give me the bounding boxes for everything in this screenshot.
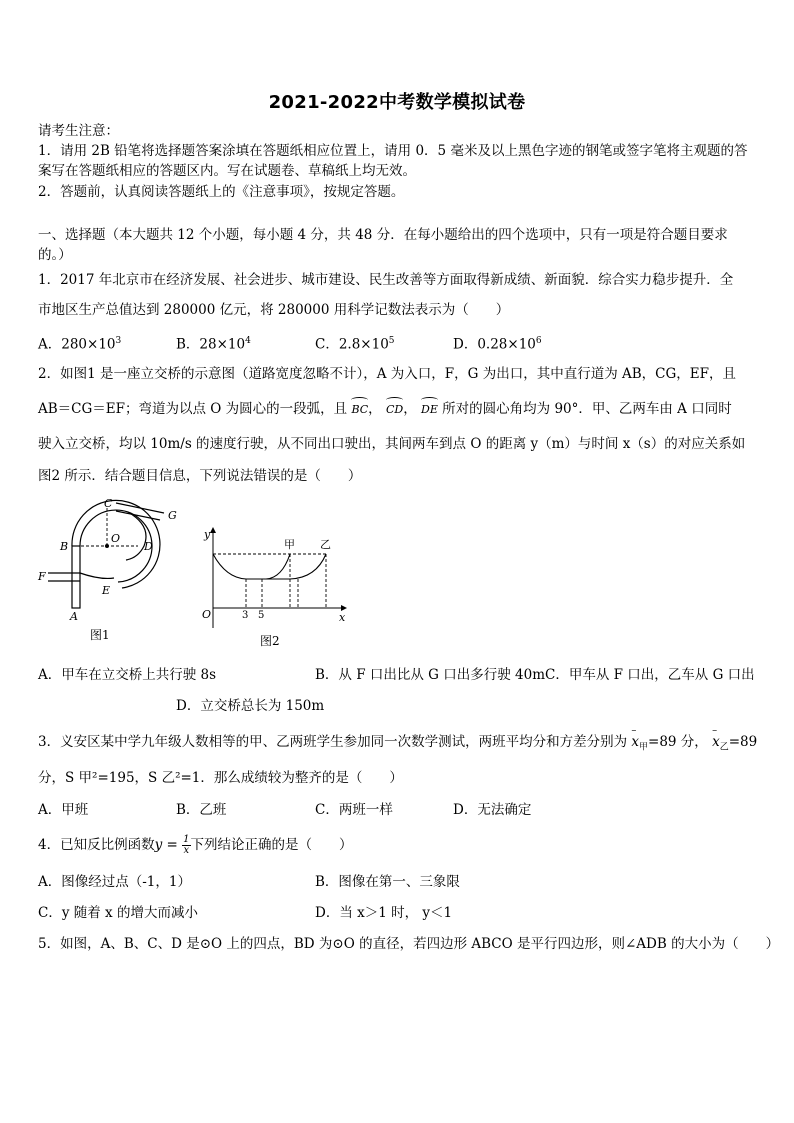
q1-option-b	[176, 331, 251, 355]
xbar-jia: – x	[631, 732, 639, 752]
section1-line1: 一、选择题（本大题共 12 个小题，每小题 4 分，共 48 分．在每小题给出的四个选项中，只有一项是符合题目要求	[38, 227, 728, 243]
q1-option-a-text: A．280×10	[38, 336, 116, 353]
q2-line4: 图2 所示．结合题目信息，下列说法错误的是（ ）	[38, 468, 362, 484]
sub-jia: 甲	[639, 742, 649, 753]
q4-pre: 4．已知反比例函数	[38, 837, 155, 853]
exam-title: 2021-2022中考数学模拟试卷	[268, 92, 526, 113]
q3-line1-pre: 3．义安区某中学九年级人数相等的甲、乙两班学生参加同一次数学测试，两班平均分和方差分别为	[38, 734, 628, 750]
curve-yi	[266, 554, 326, 579]
sub-yi: 乙	[719, 742, 729, 753]
q4-option-d: D．当 x＞1 时， y＜1	[315, 905, 453, 921]
q4-fraction	[182, 835, 190, 856]
fig2-y-label: y	[204, 528, 211, 541]
q1-option-d	[453, 331, 542, 355]
q1-option-b-exp: 4	[245, 336, 251, 346]
arc-cd: CD	[386, 400, 403, 420]
q3-val1: =89 分，	[648, 734, 708, 750]
q2-line2-post: 所对的圆心角均为 90°．甲、乙两车由 A 口同时	[442, 401, 732, 417]
q4-option-c: C．y 随着 x 的增大而减小	[38, 905, 198, 921]
q1-option-c	[315, 331, 395, 355]
q4-option-b: B．图像在第一、三象限	[315, 874, 460, 890]
q2-line2: AB＝CG＝EF；弯道为以点 O 为圆心的一段弧，且 BC， CD， DE 所对的圆心角均为 90°．甲、乙两车由 A 口同时	[38, 399, 758, 420]
q4-func-lhs: y =	[154, 837, 178, 853]
q4-frac-num: 1	[183, 834, 190, 845]
label-b: B	[60, 540, 69, 553]
q2-option-d: D．立交桥总长为 150m	[176, 698, 325, 714]
q4-line	[38, 835, 758, 856]
q1-line2: 市地区生产总值达到 280000 亿元，将 280000 用科学记数法表示为（ ）	[38, 302, 510, 318]
ramp-g	[126, 512, 146, 560]
q1-option-c-exp: 5	[388, 336, 395, 346]
notice-item1-line1: 1．请用 2B 铅笔将选择题答案涂填在答题纸相应位置上，请用 0．5 毫米及以上黑色字迹的钢笔或签字笔将主观题的答	[38, 143, 748, 159]
q4-option-a: A．图像经过点（-1，1）	[38, 874, 191, 890]
q4-frac-den: x	[183, 845, 190, 856]
road-ab	[72, 546, 80, 608]
label-a: A	[70, 610, 78, 623]
q2-option-a: A．甲车在立交桥上共行驶 8s	[38, 667, 217, 683]
notice-item1-line2: 案写在答题纸相应的答题区内。写在试题卷、草稿纸上均无效。	[38, 163, 416, 179]
label-f: F	[38, 570, 46, 583]
q3-line1	[38, 732, 758, 758]
fig2-series-jia: 甲	[284, 538, 295, 551]
inner-arc	[80, 510, 152, 582]
fig2-origin: O	[202, 608, 212, 621]
label-o: O	[111, 532, 121, 545]
q1-option-b-text: B．28×10	[176, 336, 246, 353]
xbar-yi: – x	[712, 732, 720, 752]
q3-line2: 分，S 甲²=195，S 乙²=1．那么成绩较为整齐的是（ ）	[38, 770, 403, 786]
fig2-x-label: x	[339, 611, 346, 624]
q5-line1: 5．如图，A、B、C、D 是⊙O 上的四点，BD 为⊙O 的直径，若四边形 ABCO 是平行四边形，则∠ADB 的大小为（ ）	[38, 936, 780, 952]
q2-option-b: B．从 F 口出比从 G 口出多行驶 40mC．甲车从 F 口出，乙车从 G 口出	[315, 667, 755, 683]
q2-line3: 驶入立交桥，均以 10m/s 的速度行驶，从不同出口驶出，其间两车到点 O 的距离 y（m）与时间 x（s）的对应关系如	[38, 436, 746, 452]
label-e: E	[102, 584, 111, 597]
arc-de: DE	[421, 400, 438, 420]
curve-jia	[213, 554, 290, 579]
q1-option-a-exp: 3	[115, 336, 122, 346]
notice-heading: 请考生注意：	[38, 123, 119, 139]
q4-post: 下列结论正确的是（ ）	[190, 837, 353, 853]
figure1-interchange-diagram	[34, 496, 194, 646]
q1-option-d-text: D．0.28×10	[453, 336, 536, 353]
label-c: C	[104, 497, 113, 510]
figure1-caption: 图1	[90, 628, 110, 642]
q1-line1: 1．2017 年北京市在经济发展、社会进步、城市建设、民生改善等方面取得新成绩、新面貌．综合实力稳步提升．全	[38, 272, 734, 288]
ramp-e	[80, 573, 114, 578]
q1-option-c-text: C．2.8×10	[315, 336, 389, 353]
q3-val2: =89	[728, 734, 758, 750]
fig2-series-yi: 乙	[320, 538, 331, 551]
section1-line2: 的。）	[38, 247, 72, 263]
fig2-tick-3: 3	[242, 610, 249, 621]
notice-item2: 2．答题前，认真阅读答题纸上的《注意事项》，按规定答题。	[38, 184, 405, 200]
q3-option-b: B．乙班	[176, 802, 227, 818]
label-g: G	[168, 509, 177, 522]
q3-option-c: C．两班一样	[315, 802, 393, 818]
q3-option-a: A．甲班	[38, 802, 89, 818]
center-point-o	[105, 544, 109, 548]
q3-option-d: D．无法确定	[453, 802, 532, 818]
q1-option-d-exp: 6	[535, 336, 542, 346]
figure2-caption: 图2	[260, 634, 280, 648]
figure2-distance-time-graph	[196, 520, 356, 650]
road-cg-top	[116, 503, 164, 513]
q2-line2-pre: AB＝CG＝EF；弯道为以点 O 为圆心的一段弧，且	[38, 401, 348, 417]
arc-bc: BC	[351, 400, 368, 420]
label-d: D	[144, 540, 153, 553]
fig2-tick-5: 5	[258, 610, 265, 621]
q1-option-a	[38, 331, 121, 355]
q2-line1: 2．如图1 是一座立交桥的示意图（道路宽度忽略不计），A 为入口，F，G 为出口，其中直行道为 AB，CG，EF，且	[38, 366, 736, 382]
